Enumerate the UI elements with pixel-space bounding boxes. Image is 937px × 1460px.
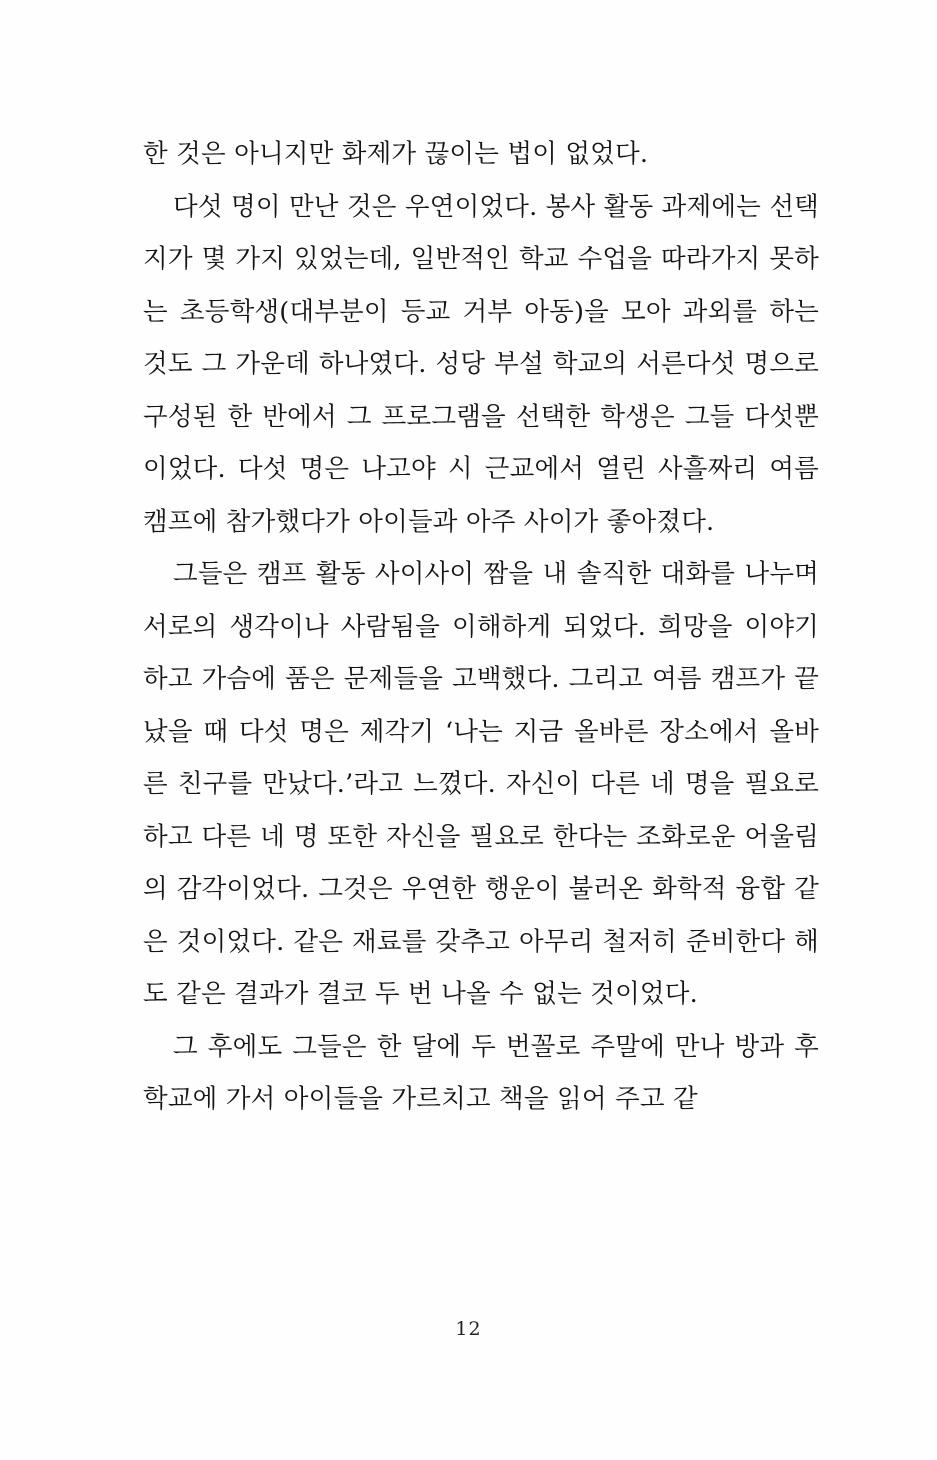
paragraph-1: 한 것은 아니지만 화제가 끊이는 법이 없었다.: [143, 139, 649, 169]
paragraph-3: 그들은 캠프 활동 사이사이 짬을 내 솔직한 대화를 나누며 서로의 생각이나 사람됨을 이해하게 되었다. 희망을 이야기하고 가슴에 품은 문제들을 고백했다. 그리고 여름 캠프가 끝났을 때 다섯 명은 제각기 ‘나는 지금 올바른 장소에서 올바른 친구를 만났다.’라고 느꼈다. 자신이 다른 네 명을 필요로 하고 다른 네 명 또한 자신을 필요로 한다는 조화로운 어울림의 감각이었다. 그것은 우연한 행운이 불러온 화학적 융합 같은 것이었다. 같은 재료를 갖추고 아무리 철저히 준비한다 해도 같은 결과가 결코 두 번 나올 수 없는 것이었다.: [143, 559, 819, 1009]
paragraph-4: 그 후에도 그들은 한 달에 두 번꼴로 주말에 만나 방과 후 학교에 가서 아이들을 가르치고 책을 읽어 주고 같: [143, 1031, 819, 1114]
page-number: 12: [455, 1318, 482, 1340]
paragraph-2: 다섯 명이 만난 것은 우연이었다. 봉사 활동 과제에는 선택지가 몇 가지 있었는데, 일반적인 학교 수업을 따라가지 못하는 초등학생(대부분이 등교 거부 아동)을 모아 과외를 하는 것도 그 가운데 하나였다. 성당 부설 학교의 서른다섯 명으로 구성된 한 반에서 그 프로그램을 선택한 학생은 그들 다섯뿐이었다. 다섯 명은 나고야 시 근교에서 열린 사흘짜리 여름 캠프에 참가했다가 아이들과 아주 사이가 좋아졌다.: [143, 191, 819, 537]
page-text-block: [143, 128, 819, 1126]
